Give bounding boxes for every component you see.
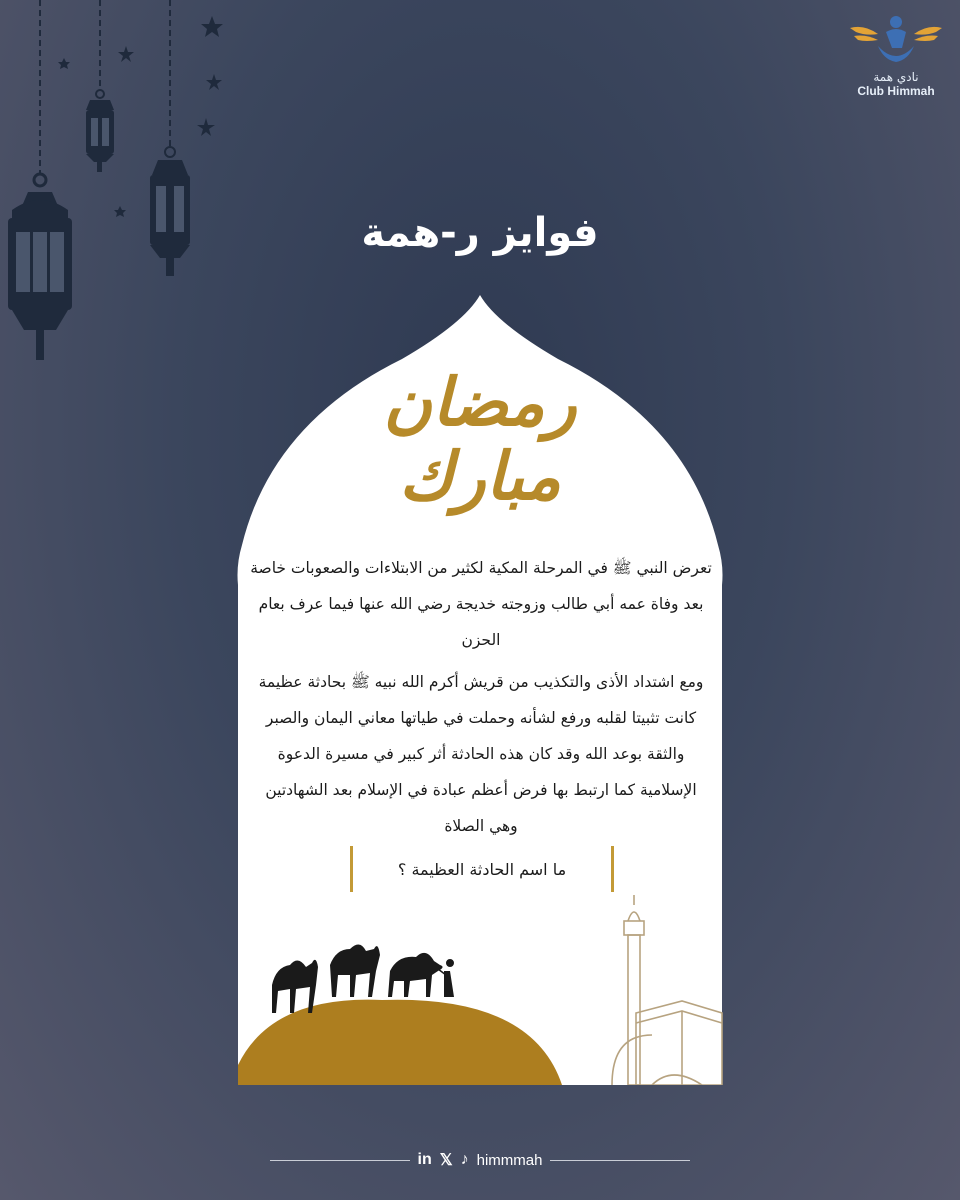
logo-english-text: Club Himmah bbox=[857, 84, 935, 98]
page-title: فوايز ر-همة bbox=[361, 210, 599, 256]
lantern-icon bbox=[8, 174, 72, 360]
star-icon bbox=[58, 16, 223, 217]
social-footer bbox=[0, 1150, 960, 1170]
footer-divider-right bbox=[550, 1160, 690, 1161]
lantern-icon bbox=[86, 90, 114, 172]
linkedin-icon[interactable]: in bbox=[417, 1151, 432, 1168]
calligraphy-line-1: رمضان bbox=[383, 363, 577, 441]
calligraphy-line-2: مبارك bbox=[399, 437, 561, 515]
logo-emblem-icon bbox=[848, 14, 944, 70]
tiktok-icon[interactable]: ♪ bbox=[460, 1151, 469, 1168]
footer-divider-left bbox=[270, 1160, 410, 1161]
lanterns-decoration bbox=[0, 0, 240, 380]
social-handle[interactable]: himmmah bbox=[476, 1151, 543, 1169]
club-logo bbox=[846, 14, 946, 114]
paragraph-1: تعرض النبي ﷺ في المرحلة المكية لكثير من الابتلاءات والصعوبات خاصة بعد وفاة عمه أبي طالب وزوجته خديجة رضي الله عنها فيما عرف بعام الحزن bbox=[250, 559, 712, 649]
question-box bbox=[350, 846, 614, 892]
paragraph-2: ومع اشتداد الأذى والتكذيب من قريش أكرم الله نبيه ﷺ بحادثة عظيمة كانت تثبيتا لقلبه ورفع لشأنه وحملت في طياتها معاني اليمان والصبر والثقة بوعد الله وقد كان هذه الحادثة أثر كبير في مسيرة الدعوة الإسلامية كما ارتبط بها فرض أعظم عبادة في الإسلام بعد الشهادتين وهي الصلاة bbox=[258, 673, 704, 835]
question-text: ما اسم الحادثة العظيمة ؟ bbox=[397, 859, 567, 879]
x-icon[interactable]: 𝕏 bbox=[439, 1152, 453, 1169]
logo-arabic-text: نادي همة bbox=[873, 70, 919, 84]
ramadan-calligraphy bbox=[370, 365, 590, 535]
body-text bbox=[250, 550, 712, 850]
